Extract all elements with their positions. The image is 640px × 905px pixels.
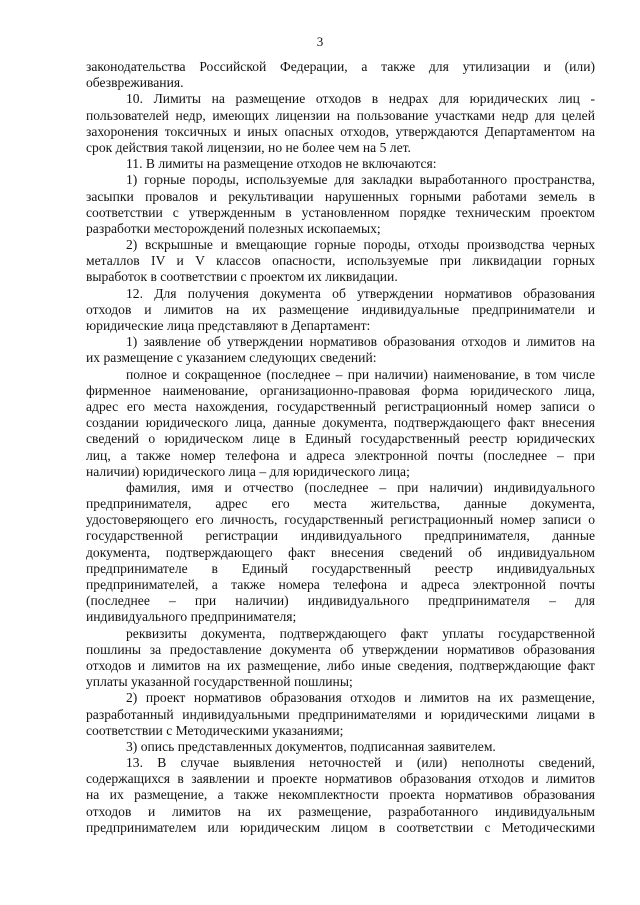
text-line: соответствии с Методическими указаниями; (86, 722, 344, 738)
text-line: обезвреживания. (86, 75, 184, 91)
text-line: индивидуального предпринимателя; (86, 609, 297, 625)
text-line: предпринимателя, адрес его места жительства, данные документа, (86, 496, 595, 512)
text-line: отходов и лимитов на их размещение индивидуальные предприниматели и (86, 301, 595, 317)
text-line: государственной регистрации индивидуального предпринимателя, данные (86, 528, 595, 544)
text-line: отходов и лимитов на их размещение, разработанного индивидуальным (86, 803, 595, 819)
text-line: 2) проект нормативов образования отходов и лимитов на их размещение, (126, 690, 595, 706)
text-line: законодательства Российской Федерации, а также для утилизации и (или) (86, 59, 595, 74)
text-line: пользователей недр, имеющих лицензии на пользование участками недр для целей (86, 107, 595, 123)
text-line: 2) вскрышные и вмещающие горные породы, отходы производства черных (126, 237, 595, 253)
text-line: наличии) юридического лица – для юридического лица; (86, 463, 410, 479)
text-line: разработки месторождений полезных ископаемых; (86, 220, 381, 236)
text-line: 11. В лимиты на размещение отходов не включаются: (126, 156, 437, 172)
text-line: предпринимателем или юридическим лицом в соответствии с Методическими (86, 819, 595, 835)
text-line: предпринимателей, а также номера телефона и адреса электронной почты (86, 577, 595, 592)
text-line: на их размещение, а также некомплектности проекта нормативов образования (86, 787, 595, 803)
text-line: предпринимателе в Единый государственный реестр индивидуальных (86, 560, 595, 576)
text-line: юридические лица представляют в Департамент: (86, 318, 371, 333)
text-line: 1) горные породы, используемые для закладки выработанного пространства, (126, 172, 595, 188)
text-line: содержащихся в заявлении и проекте нормативов образования отходов и лимитов (86, 771, 595, 787)
text-line: создании юридического лица, данные документа, подтверждающего факт внесения (86, 415, 595, 431)
text-line: (последнее – при наличии) индивидуального предпринимателя – для (86, 593, 595, 609)
text-line: документа, подтверждающего факт внесения сведений об индивидуальном (86, 544, 595, 560)
text-line: полное и сокращенное (последнее – при наличии) наименование, в том числе (126, 366, 595, 382)
text-line: 10. Лимиты на размещение отходов в недрах для юридических лиц - (126, 91, 595, 107)
text-line: разработанный индивидуальными предпринимателями и юридическими лицами в (86, 706, 595, 722)
text-line: реквизиты документа, подтверждающего факт уплаты государственной (126, 625, 595, 641)
text-line: их размещение с указанием следующих сведений: (86, 350, 377, 366)
text-line: срок действия такой лицензии, но не более чем на 5 лет. (86, 139, 411, 155)
text-line: захоронения токсичных и иных опасных отходов, утверждаются Департаментом на (86, 123, 595, 139)
text-line: фирменное наименование, организационно-правовая форма юридического лица, (86, 382, 595, 398)
text-line: 12. Для получения документа об утверждении нормативов образования (126, 285, 595, 301)
text-line: засыпки провалов и рекультивации нарушенных горными работами земель в (86, 188, 595, 204)
text-line: 13. В случае выявления неточностей и (или) неполноты сведений, (126, 755, 595, 771)
text-line: металлов IV и V классов опасности, используемые при ликвидации горных (86, 253, 595, 269)
page-number: 3 (316, 34, 324, 49)
text-line: соответствии с утвержденным в установленном порядке техническим проектом (86, 204, 595, 220)
text-line: фамилия, имя и отчество (последнее – при наличии) индивидуального (126, 479, 595, 495)
text-line: выработок в соответствии с проектом их ликвидации. (86, 269, 398, 285)
text-line: 1) заявление об утверждении нормативов образования отходов и лимитов на (126, 334, 595, 350)
text-line: удостоверяющего его личность, государственный регистрационный номер записи о (86, 512, 595, 528)
text-line: пошлины за предоставление документа об утверждении нормативов образования (86, 641, 595, 657)
document-body (86, 59, 595, 836)
text-line: уплаты указанной государственной пошлины; (86, 674, 353, 690)
text-line: лиц, а также номер телефона и адреса электронной почты (последнее – при (86, 447, 595, 463)
text-line: адрес его места нахождения, государственный регистрационный номер записи о (86, 398, 595, 414)
text-line: сведений о юридическом лице в Единый государственный реестр юридических (86, 431, 595, 447)
text-line: 3) опись представленных документов, подписанная заявителем. (126, 738, 496, 754)
text-line: отходов и лимитов на их размещение, либо иные сведения, подтверждающие факт (86, 657, 595, 673)
